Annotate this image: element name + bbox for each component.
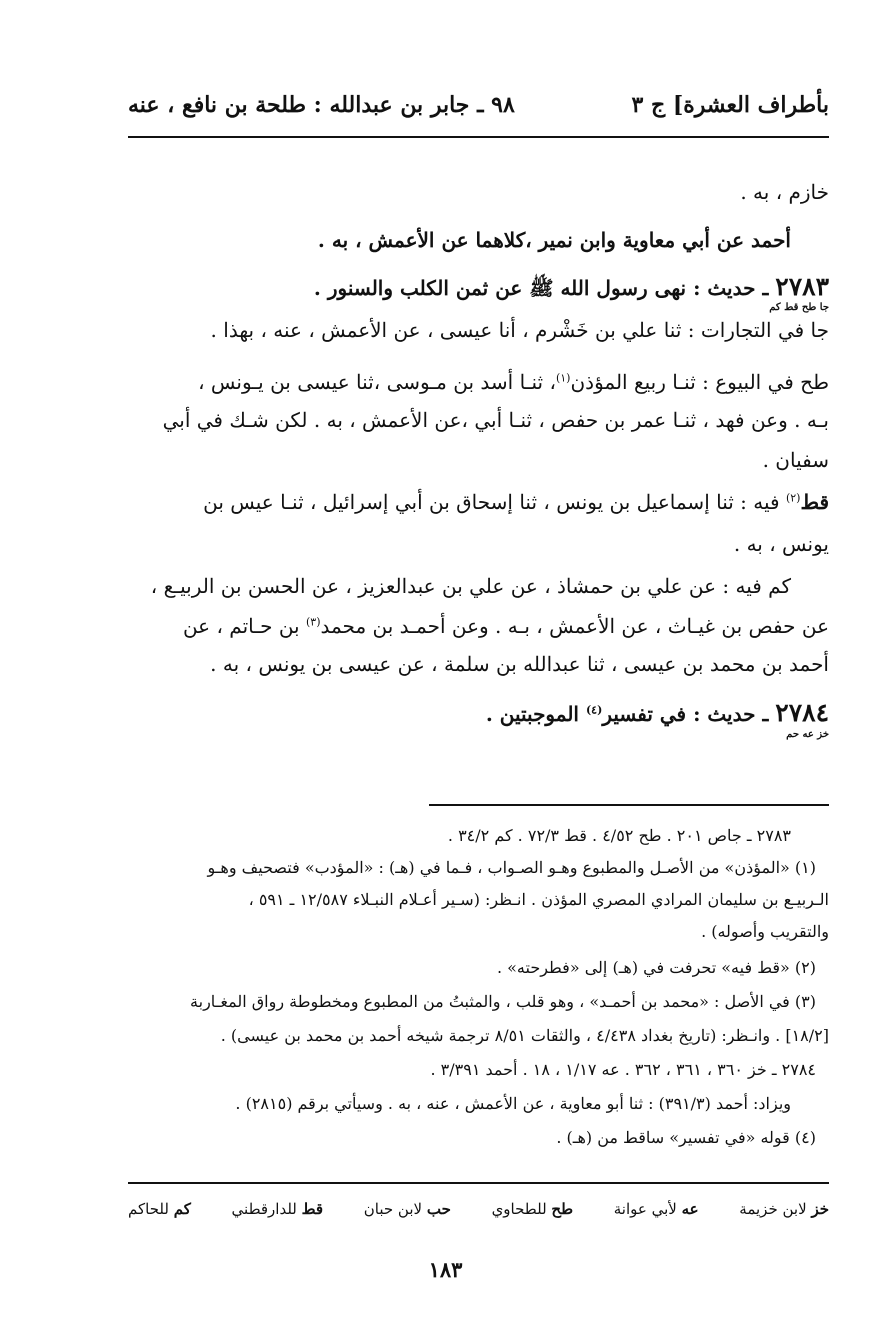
- hadith-2784-heading: [128, 698, 829, 727]
- page-number: ١٨٣: [428, 1257, 463, 1282]
- text-line-4: جا في التجارات : ثنا علي بن خَشْرم ، أنا عيسى ، عن الأعمش ، عنه ، بهذا .: [210, 318, 829, 342]
- footnote-line: (٢) «قط فيه» تحرفت في (هـ) إلى «فطرحته» .: [496, 958, 816, 977]
- footnote-ref-1: (١): [555, 371, 571, 385]
- legend-item: خز لابن خزيمة: [739, 1200, 829, 1218]
- legend-item: عه لأبي عوانة: [613, 1200, 699, 1218]
- text-line-7: سفيان .: [762, 448, 829, 472]
- footnote-line: والتقريب وأصوله) .: [701, 922, 829, 941]
- legend-item: قط للدارقطني: [231, 1200, 324, 1218]
- text-line-9: يونس ، به .: [733, 532, 829, 556]
- text-line-6: بـه . وعن فهد ، ثنـا عمر بن حفص ، ثنـا أبي ،عن الأعمش ، به . لكن شـك في أبي: [162, 408, 829, 432]
- hadith-text: الموجبتين .: [485, 702, 579, 726]
- source-tags-2784: خز عه حم: [786, 729, 829, 740]
- text-line-8: [128, 490, 829, 514]
- hadith-number: ٢٧٨٤: [775, 698, 829, 727]
- legend-rule: [128, 1182, 829, 1184]
- footnote-ref-4: (٤): [585, 703, 603, 717]
- hadith-text: ـ حديث : نهى رسول الله ﷺ عن ثمن الكلب والسنور .: [313, 276, 769, 300]
- footnote-line: ويزاد: أحمد (٣٩١/٣) : ثنا أبو معاوية ، عن الأعمش ، عنه ، به . وسيأتي برقم (٢٨١٥) .: [235, 1094, 791, 1113]
- footnote-line: (١) «المؤذن» من الأصـل والمطبوع وهـو الصـواب ، فـما في (هـ) : «المؤدب» فتصحيف وهـو: [207, 858, 816, 877]
- hadith-2783-heading: [128, 272, 829, 305]
- text-part: فيه : ثنا إسماعيل بن يونس ، ثنا إسحاق بن أبي إسرائيل ، ثنـا عيس بن: [203, 490, 780, 514]
- text-part: بن حـاتم ، عن: [182, 614, 300, 638]
- legend-item: طح للطحاوي: [491, 1200, 574, 1218]
- running-header-right: بأطراف العشرة] ج ٣: [631, 92, 829, 118]
- footnote-line: ٢٧٨٤ ـ خز ٣٦٠ ، ٣٦١ ، ٣٦٢ . عه ١/١٧ ، ١٨ . أحمد ٣/٣٩١ .: [430, 1060, 816, 1079]
- running-header-left: ٩٨ ـ جابر بن عبدالله : طلحة بن نافع ، عنه: [128, 92, 515, 118]
- footnote-line: ٢٧٨٣ ـ جاص ٢٠١ . طح ٤/٥٢ . قط ٧٢/٣ . كم ٣٤/٢ .: [447, 826, 791, 845]
- footnote-ref-3: (٣): [305, 615, 321, 629]
- text-line-2: أحمد عن أبي معاوية وابن نمير ،كلاهما عن الأعمش ، به .: [317, 228, 791, 252]
- header-rule: [128, 136, 829, 138]
- text-part: طح في البيوع : ثنـا ربيع المؤذن: [570, 370, 829, 394]
- text-part: ، ثنـا أسد بن مـوسى ،ثنا عيسى بن يـونس ،: [198, 370, 556, 394]
- footnote-line: (٤) قوله «في تفسير» ساقط من (هـ) .: [556, 1128, 816, 1147]
- hadith-text: ـ حديث : في تفسير: [602, 702, 769, 726]
- legend-item: حب لابن حبان: [363, 1200, 451, 1218]
- text-part: قط: [800, 490, 829, 514]
- text-line-10: كم فيه : عن علي بن حمشاذ ، عن علي بن عبدالعزيز ، عن الحسن بن الربيـع ،: [150, 574, 791, 598]
- text-line-11: [128, 614, 829, 638]
- legend-item: كم للحاكم: [128, 1200, 191, 1218]
- text-line-5: [128, 370, 829, 394]
- text-line-1: خازم ، به .: [740, 180, 829, 204]
- abbreviation-legend: [128, 1200, 829, 1218]
- source-tags-2783: جا طح قط كم: [769, 302, 829, 313]
- text-line-12: أحمد بن محمد بن عيسى ، ثنا عبدالله بن سلمة ، عن عيسى بن يونس ، به .: [210, 652, 829, 676]
- hadith-number: ٢٧٨٣: [775, 272, 829, 301]
- footnote-line: (٣) في الأصل : «محمد بن أحمـد» ، وهو قلب ، والمثبتُ من المطبوع ومخطوطة رواق المغـاربة: [190, 992, 816, 1011]
- text-part: عن حفص بن غيـاث ، عن الأعمش ، بـه . وعن أحمـد بن محمد: [320, 614, 829, 638]
- footnote-ref-2: (٢): [785, 491, 801, 505]
- footnote-line: الـربيـع بن سليمان المرادي المصري المؤذن . انـظر: (سـير أعـلام النبـلاء ١٢/٥٨٧ ـ ٥٩١ ،: [248, 890, 829, 909]
- footnote-rule: [429, 804, 829, 806]
- footnote-line: [١٨/٢] . وانـظر: (تاريخ بغداد ٤/٤٣٨ ، والثقات ٨/٥١ ترجمة شيخه أحمد بن محمد بن عيسى) .: [220, 1026, 829, 1045]
